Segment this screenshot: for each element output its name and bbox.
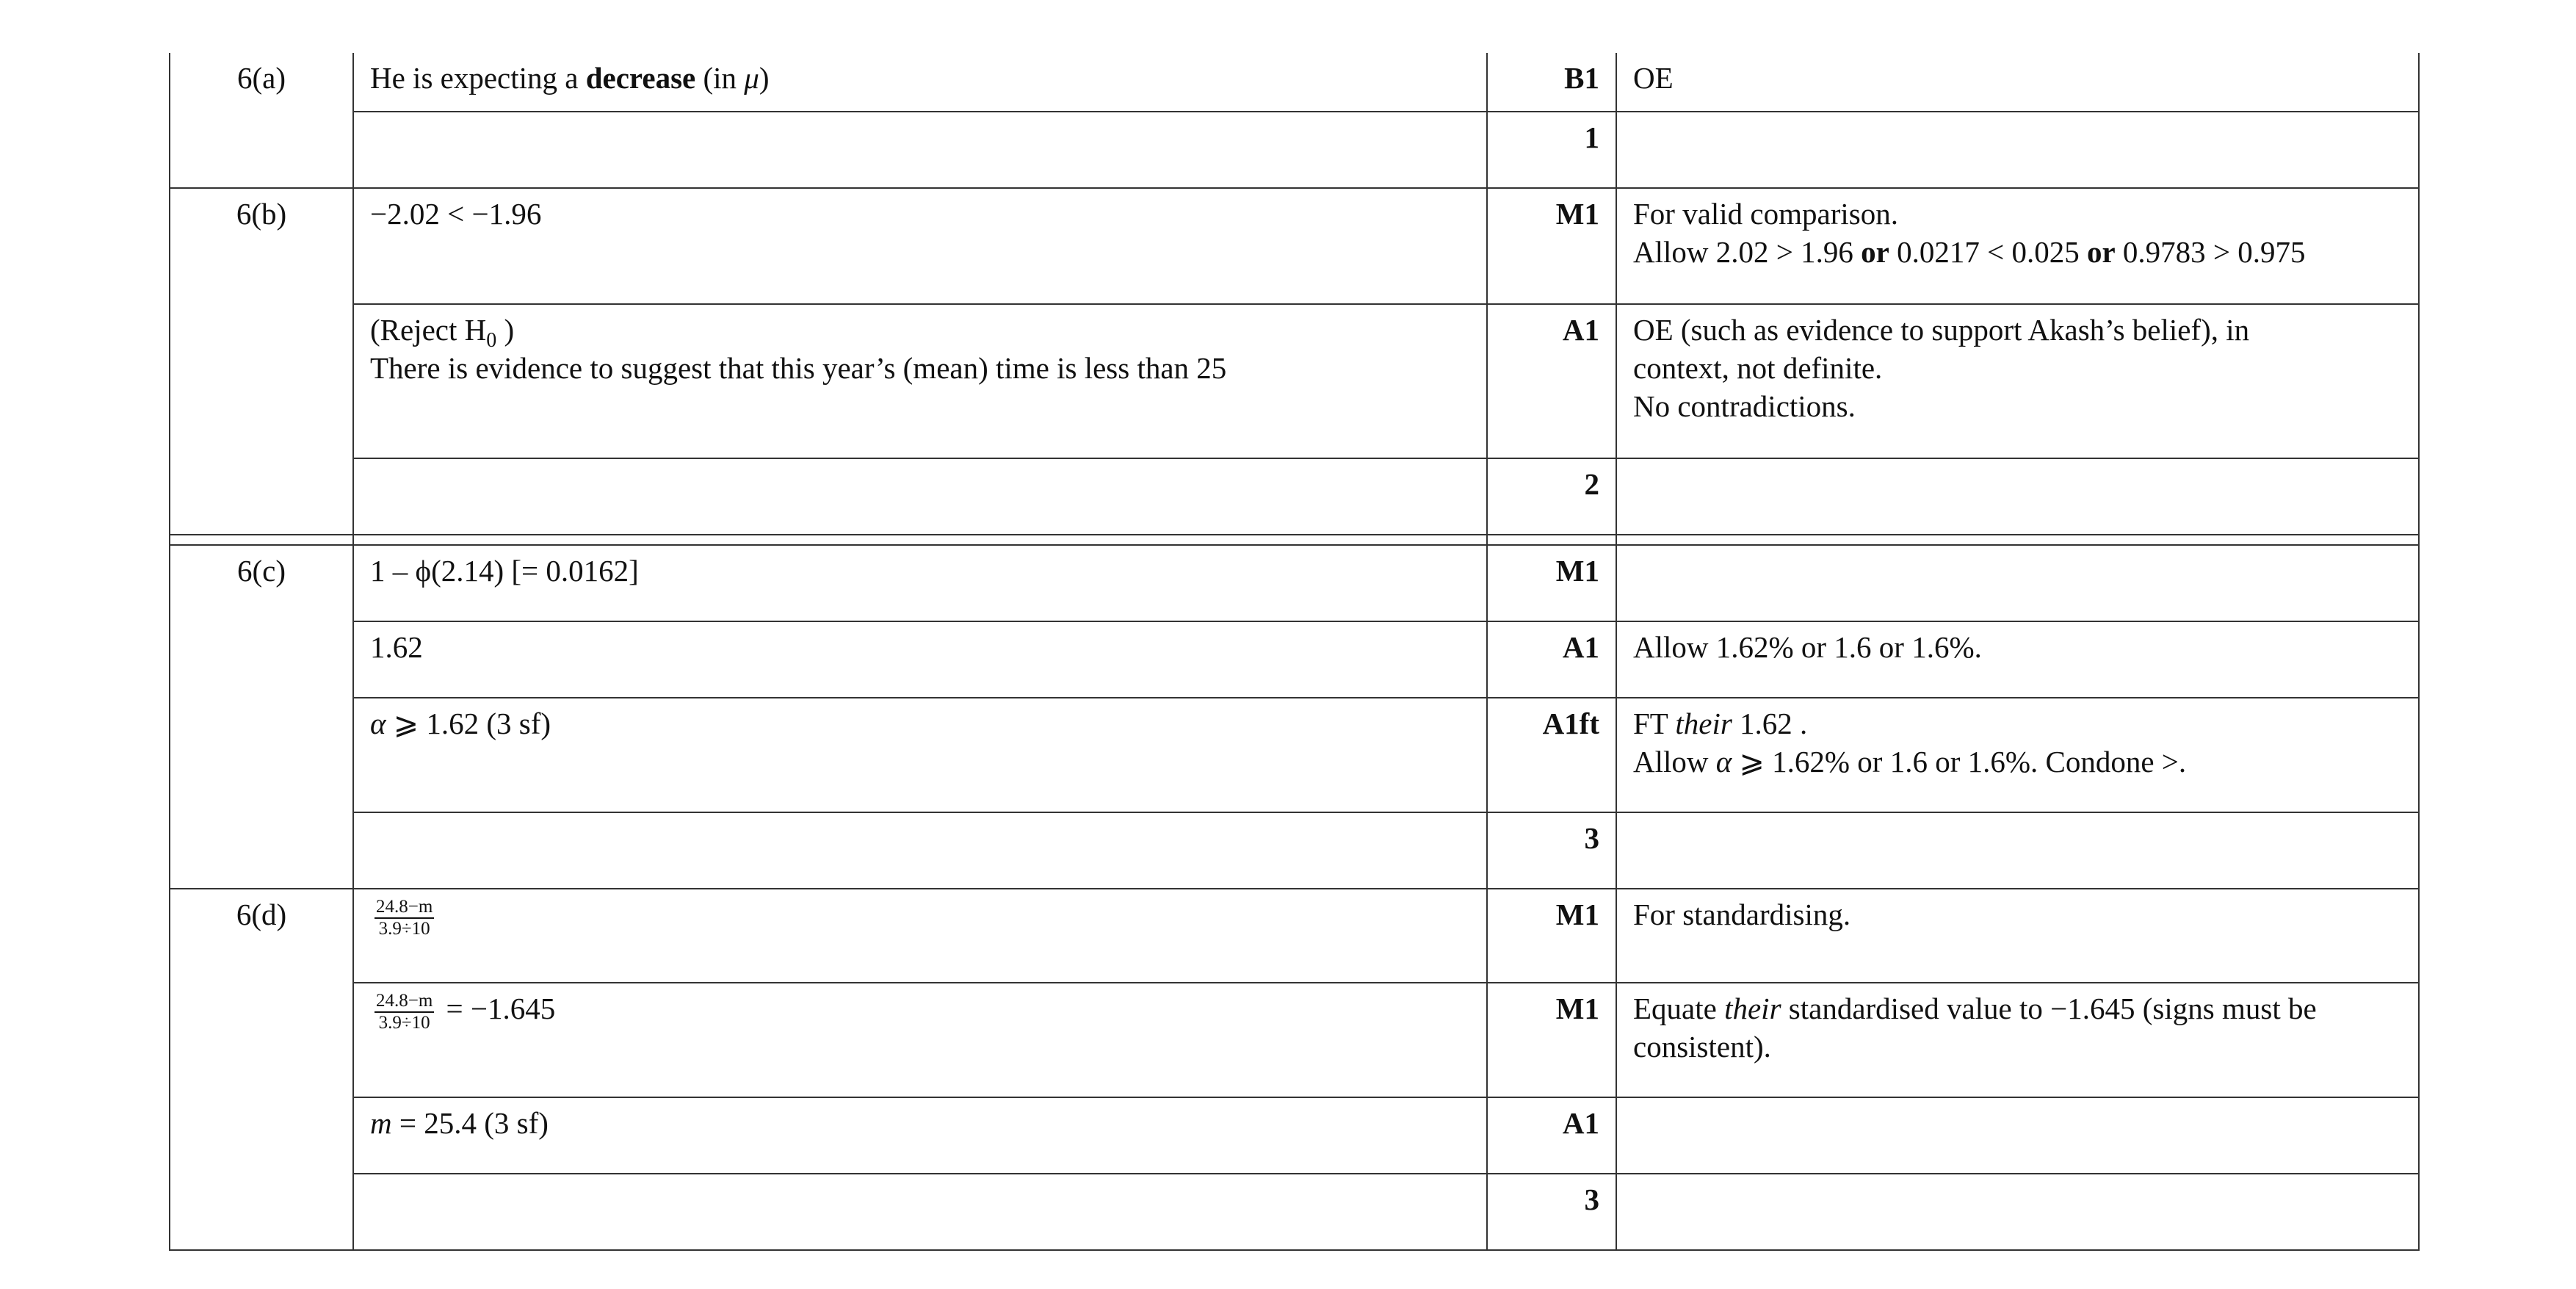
total-mark: 3 (1487, 812, 1616, 889)
mark-cell: A1 (1487, 621, 1616, 698)
answer-cell (353, 53, 1487, 112)
answer-line: (Reject $H_0$ ) (370, 313, 515, 353)
table-row (170, 53, 2419, 112)
table-row (170, 545, 2419, 621)
guidance-cell (1616, 304, 2419, 458)
guidance-cell (1616, 545, 2419, 621)
answer-text: He is expecting a (370, 61, 586, 95)
answer-text: (in (695, 61, 745, 95)
mark-cell: A1 (1487, 304, 1616, 458)
mark-cell: M1 (1487, 889, 1616, 983)
section-separator (170, 535, 2419, 545)
guidance-cell (1616, 983, 2419, 1097)
guidance-cell (1616, 458, 2419, 535)
question-label: 6(c) (170, 545, 353, 889)
guidance-cell: For standardising. (1616, 889, 2419, 983)
total-mark: 3 (1487, 1174, 1616, 1250)
table-row (170, 188, 2419, 304)
answer-cell (353, 983, 1487, 1097)
alpha-symbol: α (370, 707, 386, 740)
mark-scheme-table (169, 53, 2420, 1251)
m-symbol: m (370, 1106, 392, 1140)
answer-cell (353, 1174, 1487, 1250)
answer-text: ) (759, 61, 770, 95)
guidance-line: Allow α ⩾ 1.62% or 1.6 or 1.6%. Condone >. (1633, 745, 2187, 779)
table-row (170, 458, 2419, 535)
table-row (170, 112, 2419, 188)
mark-scheme-sheet (169, 53, 2418, 1251)
guidance-line: Equate their standardised value to −1.645 (signs must be (1633, 992, 2317, 1025)
guidance-cell (1616, 188, 2419, 304)
fraction-denominator: 3.9÷10 (378, 1012, 430, 1033)
question-label: 6(b) (170, 188, 353, 535)
answer-cell (353, 698, 1487, 812)
table-row (170, 621, 2419, 698)
question-label: 6(d) (170, 889, 353, 1250)
table-row (170, 1097, 2419, 1174)
answer-text: = −1.645 (438, 992, 556, 1025)
answer-line: There is evidence to suggest that this year’s (mean) time is less than 25 (370, 351, 1227, 385)
mu-symbol: μ (744, 61, 759, 95)
guidance-cell (1616, 812, 2419, 889)
table-row (170, 698, 2419, 812)
guidance-line: consistent). (1633, 1030, 1771, 1064)
answer-cell (353, 812, 1487, 889)
fraction-numerator: 24.8−m (375, 991, 434, 1013)
mark-cell: M1 (1487, 188, 1616, 304)
total-mark: 2 (1487, 458, 1616, 535)
answer-cell: 1.62 (353, 621, 1487, 698)
answer-cell (353, 1097, 1487, 1174)
guidance-cell (1616, 698, 2419, 812)
mark-cell: A1 (1487, 1097, 1616, 1174)
guidance-cell (1616, 1097, 2419, 1174)
answer-cell (353, 458, 1487, 535)
mark-cell: M1 (1487, 545, 1616, 621)
fraction (375, 897, 434, 939)
guidance-cell: OE (1616, 53, 2419, 112)
guidance-line: Allow 2.02 > 1.96 or 0.0217 < 0.025 or 0.9783 > 0.975 (1633, 235, 2306, 269)
answer-cell: −2.02 < −1.96 (353, 188, 1487, 304)
guidance-cell: Allow 1.62% or 1.6 or 1.6%. (1616, 621, 2419, 698)
answer-emphasis: decrease (585, 61, 696, 95)
mark-cell: B1 (1487, 53, 1616, 112)
answer-cell (353, 889, 1487, 983)
table-row (170, 889, 2419, 983)
answer-cell (353, 112, 1487, 188)
guidance-cell (1616, 112, 2419, 188)
guidance-line: context, not definite. (1633, 351, 1883, 385)
table-row (170, 1174, 2419, 1250)
table-row (170, 304, 2419, 458)
fraction-denominator: 3.9÷10 (378, 918, 430, 939)
fraction-numerator: 24.8−m (375, 897, 434, 919)
table-row (170, 812, 2419, 889)
fraction (375, 991, 434, 1033)
guidance-cell (1616, 1174, 2419, 1250)
answer-cell: 1 – ϕ(2.14) [= 0.0162] (353, 545, 1487, 621)
guidance-line: For valid comparison. (1633, 197, 1898, 231)
table-row (170, 983, 2419, 1097)
total-mark: 1 (1487, 112, 1616, 188)
answer-text: = 25.4 (3 sf) (391, 1106, 549, 1140)
guidance-line: FT their 1.62 . (1633, 707, 1808, 740)
answer-text: ⩾ 1.62 (3 sf) (386, 707, 551, 740)
guidance-line: No contradictions. (1633, 389, 1856, 423)
question-label: 6(a) (170, 53, 353, 188)
mark-cell: A1ft (1487, 698, 1616, 812)
answer-cell (353, 304, 1487, 458)
mark-cell: M1 (1487, 983, 1616, 1097)
guidance-line: OE (such as evidence to support Akash’s belief), in (1633, 313, 2250, 347)
